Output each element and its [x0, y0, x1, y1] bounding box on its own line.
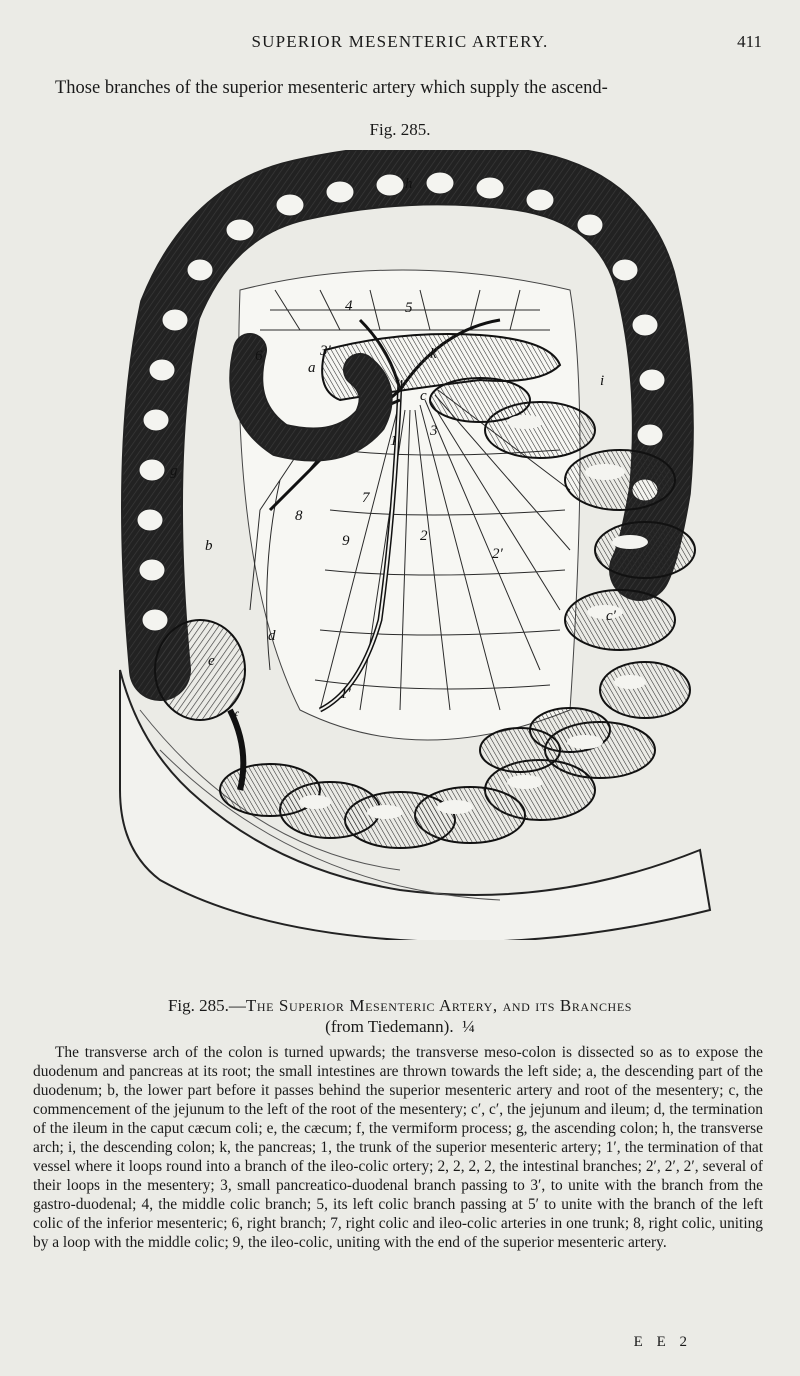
caption-scale: ¼ — [462, 1017, 475, 1036]
anatomical-illustration — [100, 150, 720, 940]
svg-text:1: 1 — [390, 433, 398, 449]
svg-text:k: k — [430, 346, 437, 362]
svg-text:5: 5 — [405, 300, 413, 316]
svg-text:c: c — [420, 388, 427, 404]
caption-fig-ref: Fig. 285.— — [167, 996, 246, 1015]
figure-label: Fig. 285. — [369, 120, 431, 139]
svg-text:9: 9 — [342, 533, 350, 549]
svg-text:b: b — [205, 538, 213, 554]
svg-text:h: h — [405, 176, 413, 192]
caption-source: (from Tiedemann). — [325, 1017, 454, 1036]
running-title: SUPERIOR MESENTERIC ARTERY. — [251, 32, 549, 51]
figure-caption-body — [33, 1043, 763, 1252]
svg-text:d: d — [268, 628, 276, 644]
svg-text:a: a — [308, 360, 316, 376]
svg-text:i: i — [600, 373, 605, 389]
lead-line: Those branches of the superior mesenteric artery which supply the ascend- — [55, 78, 608, 98]
svg-text:g: g — [170, 463, 178, 479]
svg-text:1′: 1′ — [340, 686, 351, 702]
svg-text:c′: c′ — [606, 608, 616, 624]
caption-title-text: The Superior Mesenteric Artery, and its Branches — [245, 996, 633, 1015]
svg-text:2′: 2′ — [492, 546, 503, 562]
page-number: 411 — [737, 32, 762, 51]
svg-text:f: f — [233, 710, 238, 726]
svg-text:8: 8 — [295, 508, 303, 524]
svg-text:7: 7 — [362, 490, 370, 506]
signature-mark: E E 2 — [633, 1334, 692, 1350]
svg-text:4: 4 — [345, 298, 353, 314]
caption-paragraph: The transverse arch of the colon is turned upwards; the transverse meso-colon is dissected so as to expose the duodenum and pancreas at its root; the small intestines are thrown towards the left side; a, the descending part of the duodenum; b, the lower part before it passes behind the superior mesenteric artery and root of the mesentery; c, the commencement of the jejunum to the left of the root of the mesentery; c′, c′, the jejunum and ileum; d, the termination of the ileum in the caput cæcum coli; e, the cæcum; f, the vermiform process; g, the ascending colon; h, the transverse arch; i, the descending colon; k, the pancreas; 1, the trunk of the superior mesenteric artery; 1′, the termination of that vessel where it loops round into a branch of the ileo-colic ortery; 2, 2, 2, 2, the intestinal branches; 2′, 2′, 2′, several of their loops in the mesentery; 3, small pancreatico-duodenal branch passing to 3′, to unite with the branch from the gastro-duodenal; 4, the middle colic branch; 5, its left colic branch passing at 5′ to unite with the branch of the left colic of the inferior mesenteric; 6, right branch; 7, right colic and ileo-colic arteries in one trunk; 8, right colic, uniting by a loop with the middle colic; 9, the ileo-colic, uniting with the end of the superior mesenteric artery. — [33, 1044, 763, 1251]
svg-text:3′: 3′ — [320, 343, 331, 359]
svg-text:3: 3 — [430, 423, 438, 439]
figure-caption-title — [0, 995, 800, 1037]
svg-text:2: 2 — [420, 528, 428, 544]
svg-text:6: 6 — [255, 348, 263, 364]
svg-text:e: e — [208, 653, 215, 669]
